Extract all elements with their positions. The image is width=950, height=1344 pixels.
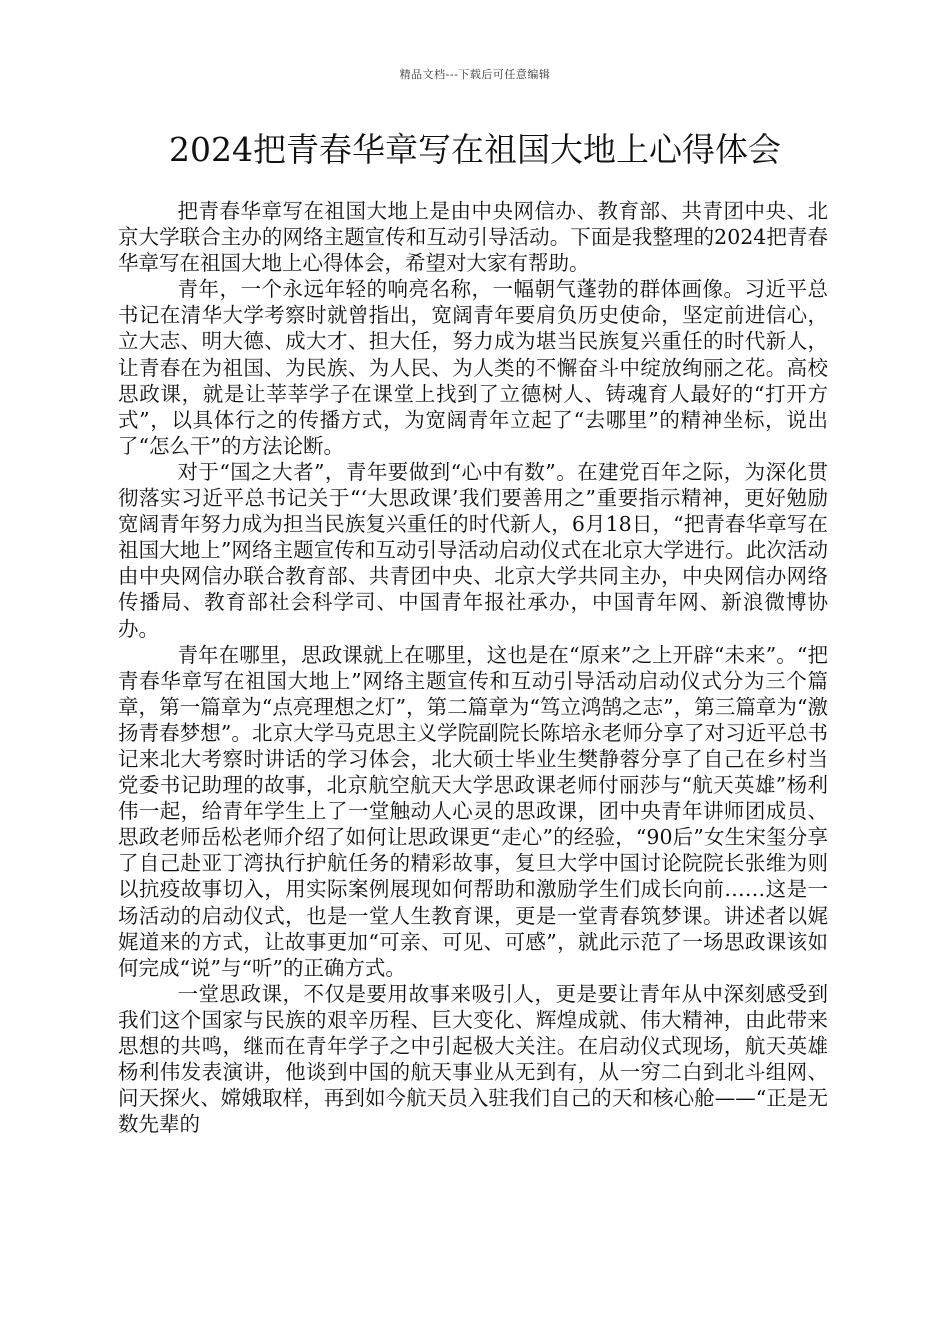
document-title: 2024把青春华章写在祖国大地上心得体会 — [169, 130, 781, 169]
paragraph-sizheng-class: 一堂思政课，不仅是要用故事来吸引人，更是要让青年从中深刻感受到我们这个国家与民族的艰辛历程、巨大变化、辉煌成就、伟大精神，由此带来思想的共鸣，继而在青年学子之中引起极大关注。在启动仪式现场，航天英雄杨利伟发表演讲，他谈到中国的航天事业从无到有，从一穷二白到北斗组网、问天探火、嫦娥取样，再到如今航天员入驻我们自己的天和核心舱——“正是无数先辈的 — [118, 981, 828, 1137]
header-note: 精品文档---下载后可任意编辑 — [399, 68, 551, 81]
paragraph-guozhidazhe: 对于“国之大者”，青年要做到“心中有数”。在建党百年之际，为深化贯彻落实习近平总书记关于“‘大思政课’我们要善用之”重要指示精神，更好勉励宽阔青年努力成为担当民族复兴重任的时代新人，6月18日，“把青春华章写在祖国大地上”网络主题宣传和互动引导活动启动仪式在北京大学进行。此次活动由中央网信办联合教育部、共青团中央、北京大学共同主办，中央网信办网络传播局、教育部社会科学司、中国青年报社承办，中国青年网、新浪微博协办。 — [118, 459, 828, 641]
paragraph-youth: 青年，一个永远年轻的响亮名称，一幅朝气蓬勃的群体画像。习近平总书记在清华大学考察时就曾指出，宽阔青年要肩负历史使命，坚定前进信心，立大志、明大德、成大才、担大任，努力成为堪当民族复兴重任的时代新人，让青春在为祖国、为民族、为人民、为人类的不懈奋斗中绽放绚丽之花。高校思政课，就是让莘莘学子在课堂上找到了立德树人、铸魂育人最好的“打开方式”，以具体行之的传播方式，为宽阔青年立起了“去哪里”的精神坐标，说出了“怎么干”的方法论断。 — [118, 277, 828, 458]
paragraph-intro: 把青春华章写在祖国大地上是由中央网信办、教育部、共青团中央、北京大学联合主办的网络主题宣传和互动引导活动。下面是我整理的2024把青春华章写在祖国大地上心得体会，希望对大家有帮助。 — [118, 199, 828, 276]
paragraph-ceremony: 青年在哪里，思政课就上在哪里，这也是在“原来”之上开辟“未来”。“把青春华章写在祖国大地上”网络主题宣传和互动引导活动启动仪式分为三个篇章，第一篇章为“点亮理想之灯”，第二篇章为“笃立鸿鹄之志”，第三篇章为“激扬青春梦想”。北京大学马克思主义学院副院长陈培永老师分享了对习近平总书记来北大考察时讲话的学习体会，北大硕士毕业生樊静蓉分享了自己在乡村当党委书记助理的故事，北京航空航天大学思政课老师付丽莎与“航天英雄”杨利伟一起，给青年学生上了一堂触动人心灵的思政课，团中央青年讲师团成员、思政老师岳松老师介绍了如何让思政课更“走心”的经验，“90后”女生宋玺分享了自己赴亚丁湾执行护航任务的精彩故事，复旦大学中国讨论院院长张维为则以抗疫故事切入，用实际案例展现如何帮助和激励学生们成长向前……这是一场活动的启动仪式，也是一堂人生教育课，更是一堂青春筑梦课。讲述者以娓娓道来的方式，让故事更加“可亲、可见、可感”，就此示范了一场思政课该如何完成“说”与“听”的正确方式。 — [118, 642, 828, 980]
document-body — [118, 198, 828, 1137]
